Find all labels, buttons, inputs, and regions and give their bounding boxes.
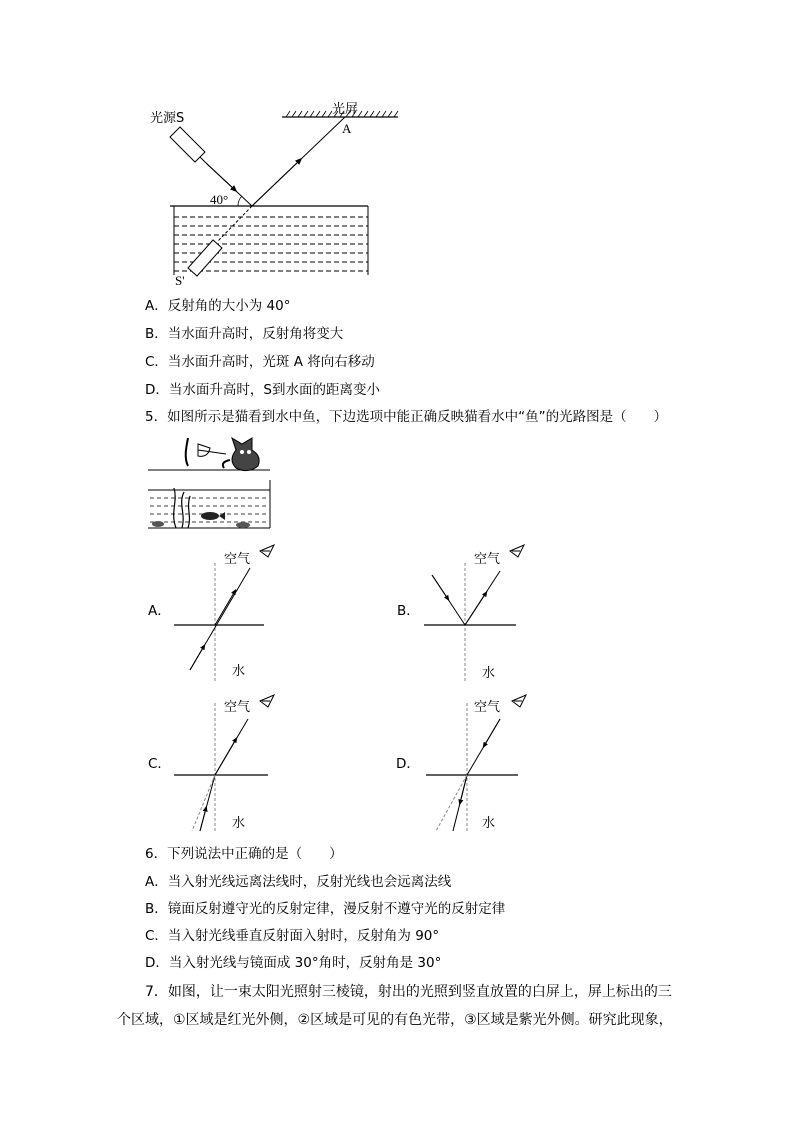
light-source-label: 光源S [150, 111, 185, 126]
option-d-letter: D． [396, 756, 420, 772]
angle-label: 40° [210, 192, 229, 207]
image-label: S' [175, 273, 185, 288]
q6-option-b: B．镜面反射遵守光的反射定律，漫反射不遵守光的反射定律 [145, 901, 506, 917]
diagram-b-water-label: 水 [482, 666, 496, 681]
cat-fish-illustration [148, 432, 283, 530]
q5-stem: 5．如图所示是猫看到水中鱼，下边选项中能正确反映猫看水中“鱼”的光路图是（ ） [145, 409, 668, 425]
q6-option-a: A．当入射光线远离法线时，反射光线也会远离法线 [145, 874, 452, 890]
light-source-box [170, 127, 206, 163]
diagram-a-air-label: 空气 [224, 552, 251, 567]
point-a-label: A [342, 121, 352, 136]
diagram-b-air-label: 空气 [474, 552, 501, 567]
diagram-c-air-label: 空气 [224, 700, 251, 715]
q4-option-c: C．当水面升高时，光斑 A 将向右移动 [145, 354, 375, 370]
diagram-c-water-label: 水 [232, 816, 246, 831]
diagram-a-water-label: 水 [232, 664, 246, 679]
option-b-letter: B． [397, 603, 420, 619]
diagram-d-air-label: 空气 [474, 700, 501, 715]
option-a-letter: A． [148, 603, 171, 619]
q4-option-d: D．当水面升高时，S到水面的距离变小 [145, 382, 380, 398]
q6-option-c: C．当入射光线垂直反射面入射时，反射角为 90° [145, 928, 440, 944]
option-c-letter: C． [148, 756, 171, 772]
q6-stem: 6．下列说法中正确的是（ ） [145, 846, 343, 862]
q6-option-d: D．当入射光线与镜面成 30°角时，反射角是 30° [145, 955, 442, 971]
q4-option-b: B．当水面升高时，反射角将变大 [145, 326, 344, 342]
q4-option-a: A．反射角的大小为 40° [145, 298, 291, 314]
q7-line-2: 个区域，①区域是红光外侧，②区域是可见的有色光带，③区域是紫光外侧。研究此现象， [117, 1012, 673, 1028]
q7-line-1: 7．如图，让一束太阳光照射三棱镜，射出的光照到竖直放置的白屏上，屏上标出的三 [145, 984, 672, 1000]
diagram-d-water-label: 水 [482, 816, 496, 831]
screen-label: 光屏 [332, 102, 359, 117]
